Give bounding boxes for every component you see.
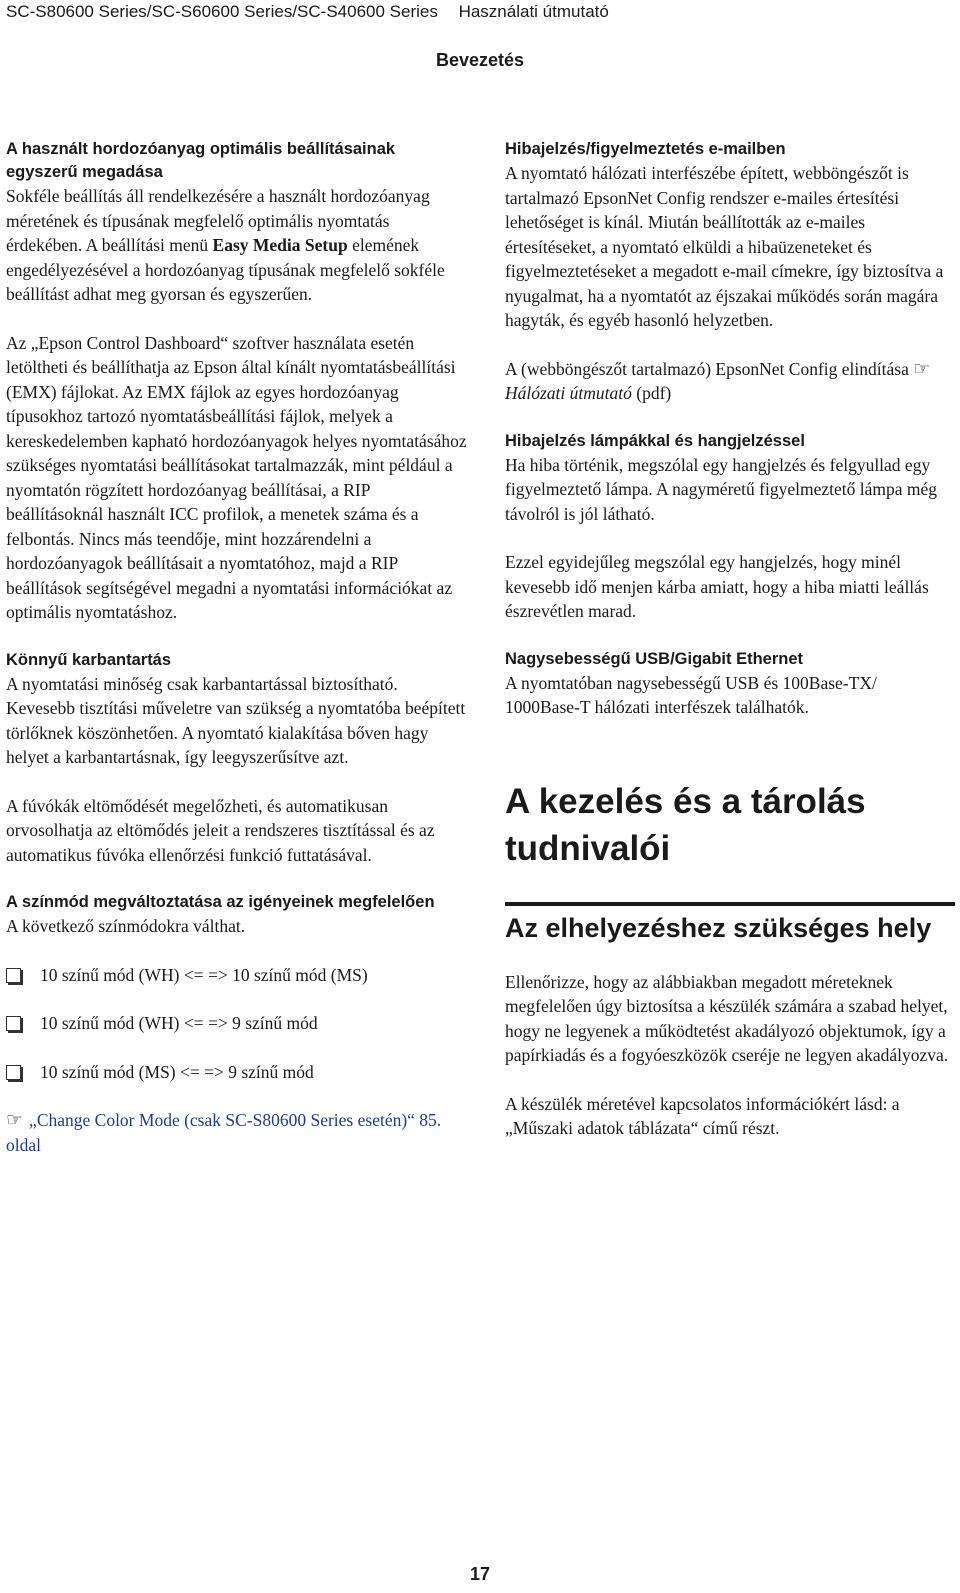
paragraph: Ha hiba történik, megszólal egy hangjelzés és felgyullad egy figyelmeztető lámpa. A nagyméretű figyelmeztető lámpa még távolról is jól látható.	[505, 454, 937, 524]
paragraph: A készülék méretével kapcsolatos információkért lásd: a „Műszaki adatok táblázata“ című részt.	[505, 1093, 900, 1138]
cross-reference-link[interactable]	[6, 1108, 468, 1157]
pointing-hand-icon: ☞	[913, 357, 931, 380]
section-heading-maintenance: Könnyű karbantartás	[6, 650, 172, 669]
left-column	[6, 138, 468, 1157]
section-heading-color-mode: A színmód megváltoztatása az igényeinek megfelelően	[6, 893, 435, 911]
paragraph: A fúvókák eltömődését megelőzheti, és automatikusan orvosolhatja az eltömődés jeleit a rendszeres tisztítással és az automatikus fúvóka ellenőrzési funkció futtatásával.	[6, 795, 435, 865]
paragraph: A nyomtatási minőség csak karbantartással biztosítható. Kevesebb tisztítási műveletre van szükség a nyomtatóba beépített törlőknek köszönhetően. A nyomtató kialakítása bőven hagy helyet a karbantartásnak, így leegyszerűsítve azt.	[6, 673, 466, 767]
list-item-text: 10 színű mód (WH) <= => 9 színű mód	[40, 1013, 318, 1033]
paragraph: A nyomtatóban nagysebességű USB és 100Base-TX/ 1000Base-T hálózati interfészek találhatók.	[505, 672, 877, 717]
page-number: 17	[469, 1564, 491, 1584]
link-text[interactable]: „Change Color Mode (csak SC-S80600 Series esetén)“ 85. oldal	[6, 1110, 442, 1155]
checkbox-bullet-icon	[6, 968, 21, 983]
chapter-title: Bevezetés	[435, 50, 525, 70]
paragraph: A nyomtató hálózati interfészébe épített, webböngészőt is tartalmazó EpsonNet Config rendszer e-mailes értesítési lehetőséget is kínál. Miután beállították az e-mailes értesítéseket, a nyomtató elküldi a hibaüzeneteket és figyelmeztetéseket a megadott e-mail címekre, így biztosítva a nyugalmat, ha a nyomtatót az éjszakai működés során magára hagyták, és egyéb hasonló helyzetben.	[505, 163, 944, 330]
text-run: A (webböngészőt tartalmazó) EpsonNet Config elindítása	[505, 358, 914, 379]
pointing-hand-icon: ☞	[6, 1109, 24, 1131]
list-item	[6, 1011, 468, 1036]
text-run: (pdf)	[631, 383, 672, 403]
list-item-text: 10 színű mód (MS) <= => 9 színű mód	[40, 1061, 314, 1082]
header-series: SC-S80600 Series/SC-S60600 Series/SC-S40600 Series	[6, 2, 438, 21]
manual-reference[interactable]: Hálózati útmutató	[505, 383, 632, 403]
paragraph	[6, 184, 468, 307]
header-manual-title: Használati útmutató	[458, 2, 609, 21]
section-heading-lamps-buzzer: Hibajelzés lámpákkal és hangjelzéssel	[505, 431, 805, 450]
menu-item-name: Easy Media Setup	[212, 235, 348, 255]
list-item	[6, 1060, 468, 1085]
section-heading-media-settings: A használt hordozóanyag optimális beállításainak egyszerű megadása	[6, 140, 396, 181]
list-item-text: 10 színű mód (WH) <= => 10 színű mód (MS)	[40, 964, 368, 985]
page-header	[6, 0, 950, 24]
paragraph: Ezzel egyidejűleg megszólal egy hangjelzés, hogy minél kevesebb idő menjen kárba amiatt, hogy a hiba miatti leállás észrevétlen marad.	[505, 552, 929, 621]
paragraph: A következő színmódokra válthat.	[6, 916, 246, 936]
paragraph: Az „Epson Control Dashboard“ szoftver használata esetén letöltheti és beállíthatja az Epson által kínált nyomtatásbeállítási (EMX) fájlokat. Az EMX fájlok az egyes hordozóanyag típusokhoz tartozó nyomtatásbeállítási fájlok, melyek a kereskedelemben kapható hordozóanyagok helyes nyomtatásához szükséges nyomtatási beállításokat tartalmazzák, mint például a nyomtatón rögzített hordozóanyag beállításai, a RIP beállításoknál használt ICC profilok, a menetek száma és a felbontás. Nincs más teendője, mint hozzárendelni a hordozóanyagok beállításait a nyomtatóhoz, majd a RIP beállítások segítségével megadni a nyomtatási információkat az optimális nyomtatáshoz.	[6, 332, 467, 622]
list-item	[6, 963, 468, 988]
checkbox-bullet-icon	[6, 1016, 21, 1031]
section-heading-usb-ethernet: Nagysebességű USB/Gigabit Ethernet	[505, 649, 803, 668]
checkbox-bullet-icon	[6, 1065, 21, 1080]
paragraph: Ellenőrizze, hogy az alábbiakban megadott méreteknek megfelelően úgy biztosítsa a készülék számára a szabad helyet, hogy ne legyenek a működtetést akadályozó objektumok, így a papírkiadás és a fogyóeszközök cseréje ne legyen akadályozva.	[505, 971, 949, 1065]
chapter-section-title: A kezelés és a tárolás tudnivalói	[505, 781, 866, 868]
paragraph	[505, 357, 955, 406]
subsection-title: Az elhelyezéshez szükséges hely	[505, 912, 932, 943]
right-column	[505, 138, 955, 1141]
text-run: elemének engedélyezésével a hordozóanyag típusának megfelelő sokféle beállítást adhat meg gyorsan és egyszerűen.	[6, 235, 445, 304]
section-heading-email-alerts: Hibajelzés/figyelmeztetés e-mailben	[505, 140, 786, 158]
section-divider	[505, 902, 955, 906]
text-run: Sokféle beállítás áll rendelkezésére a használt hordozóanyag méretének és típusának megfelelő optimális nyomtatás érdekében. A beállítási menü	[6, 186, 430, 255]
